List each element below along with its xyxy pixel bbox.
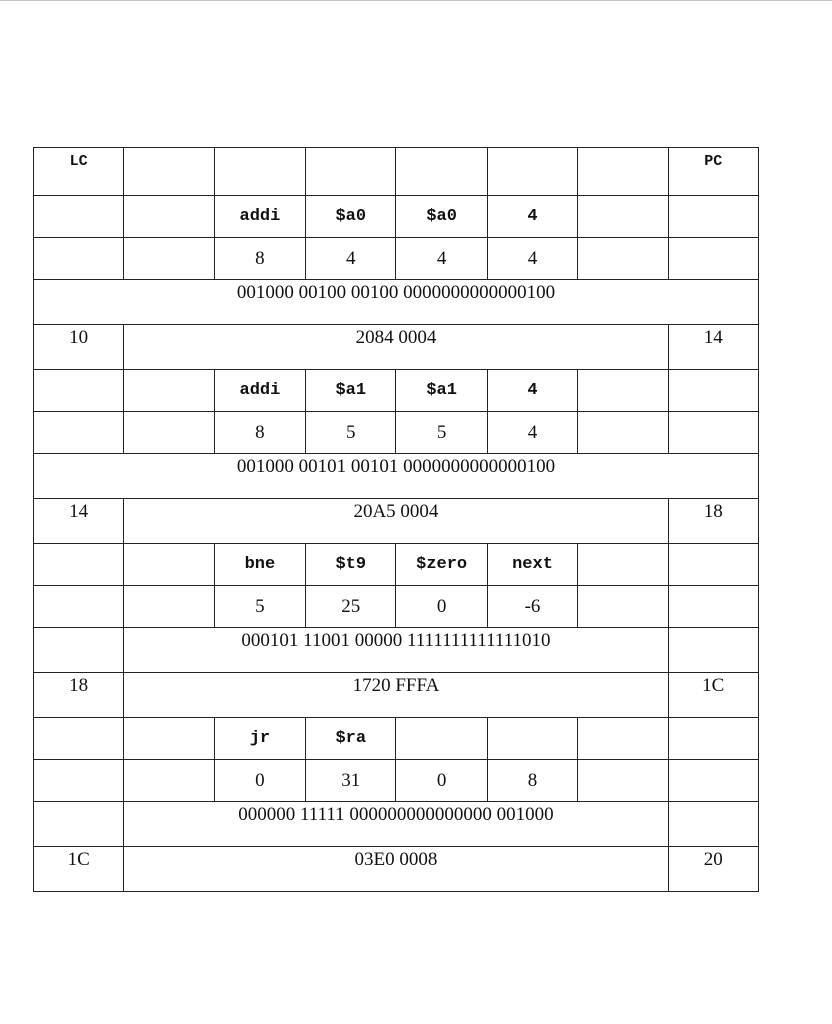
- hex-row: [34, 847, 759, 892]
- field-value: 4: [306, 238, 396, 280]
- binary-row: [34, 802, 759, 847]
- lc-value: 1C: [34, 847, 124, 892]
- empty-cell: [578, 586, 668, 628]
- empty-cell: [668, 412, 758, 454]
- empty-cell: [578, 412, 668, 454]
- operand-2: $zero: [396, 544, 487, 586]
- empty-cell: [578, 238, 668, 280]
- pc-value: 18: [668, 499, 758, 544]
- field-value: 5: [214, 586, 305, 628]
- empty-cell: [668, 196, 758, 238]
- empty-cell: [34, 586, 124, 628]
- field-value: 4: [487, 412, 577, 454]
- field-value: 4: [396, 238, 487, 280]
- empty-cell: [34, 718, 124, 760]
- empty-cell: [124, 760, 214, 802]
- operand-3: next: [487, 544, 577, 586]
- empty-cell: [34, 196, 124, 238]
- hex-row: [34, 499, 759, 544]
- top-border: [0, 0, 832, 1]
- operand-2: $a1: [396, 370, 487, 412]
- field-value: 8: [214, 238, 305, 280]
- empty-cell: [578, 760, 668, 802]
- field-value: 5: [396, 412, 487, 454]
- empty-cell: [214, 148, 305, 196]
- operand-2: $a0: [396, 196, 487, 238]
- empty-cell: [124, 412, 214, 454]
- empty-cell: [578, 544, 668, 586]
- empty-cell: [668, 760, 758, 802]
- empty-cell: [124, 238, 214, 280]
- empty-cell: [34, 802, 124, 847]
- binary-encoding: 000101 11001 00000 1111111111111010: [124, 628, 668, 673]
- empty-cell: [124, 718, 214, 760]
- field-values-row: [34, 238, 759, 280]
- lc-value: 18: [34, 673, 124, 718]
- binary-encoding: 001000 00101 00101 0000000000000100: [34, 454, 759, 499]
- empty-cell: [668, 586, 758, 628]
- field-value: 0: [214, 760, 305, 802]
- mnemonic-row: [34, 718, 759, 760]
- operand-1: $a1: [306, 370, 396, 412]
- hex-row: [34, 325, 759, 370]
- hex-encoding: 2084 0004: [124, 325, 668, 370]
- opcode-mnemonic: addi: [214, 370, 305, 412]
- mnemonic-row: [34, 196, 759, 238]
- empty-cell: [34, 370, 124, 412]
- empty-cell: [396, 148, 487, 196]
- operand-1: $ra: [306, 718, 396, 760]
- empty-cell: [668, 544, 758, 586]
- empty-cell: [34, 412, 124, 454]
- field-value: 8: [214, 412, 305, 454]
- field-value: 0: [396, 586, 487, 628]
- binary-encoding: 000000 11111 000000000000000 001000: [124, 802, 668, 847]
- empty-cell: [124, 196, 214, 238]
- header-row: [34, 148, 759, 196]
- binary-row: [34, 280, 759, 325]
- empty-cell: [306, 148, 396, 196]
- field-values-row: [34, 586, 759, 628]
- empty-cell: [668, 238, 758, 280]
- empty-cell: [668, 802, 758, 847]
- empty-cell: [668, 370, 758, 412]
- field-value: 5: [306, 412, 396, 454]
- assembly-encoding-table: [33, 147, 759, 892]
- operand-1: $t9: [306, 544, 396, 586]
- lc-header: LC: [34, 148, 124, 196]
- field-value: 31: [306, 760, 396, 802]
- operand-1: $a0: [306, 196, 396, 238]
- lc-value: 10: [34, 325, 124, 370]
- operand-2: [396, 718, 487, 760]
- empty-cell: [124, 370, 214, 412]
- hex-encoding: 20A5 0004: [124, 499, 668, 544]
- operand-3: [487, 718, 577, 760]
- field-value: 8: [487, 760, 577, 802]
- hex-encoding: 03E0 0008: [124, 847, 668, 892]
- binary-encoding: 001000 00100 00100 0000000000000100: [34, 280, 759, 325]
- empty-cell: [124, 148, 214, 196]
- empty-cell: [578, 718, 668, 760]
- empty-cell: [668, 628, 758, 673]
- operand-3: 4: [487, 370, 577, 412]
- empty-cell: [578, 148, 668, 196]
- mnemonic-row: [34, 544, 759, 586]
- empty-cell: [34, 760, 124, 802]
- empty-cell: [668, 718, 758, 760]
- field-values-row: [34, 412, 759, 454]
- opcode-mnemonic: addi: [214, 196, 305, 238]
- empty-cell: [34, 238, 124, 280]
- field-value: 4: [487, 238, 577, 280]
- empty-cell: [124, 544, 214, 586]
- pc-value: 14: [668, 325, 758, 370]
- empty-cell: [124, 586, 214, 628]
- opcode-mnemonic: bne: [214, 544, 305, 586]
- empty-cell: [578, 370, 668, 412]
- opcode-mnemonic: jr: [214, 718, 305, 760]
- hex-row: [34, 673, 759, 718]
- binary-row: [34, 454, 759, 499]
- pc-value: 20: [668, 847, 758, 892]
- empty-cell: [487, 148, 577, 196]
- lc-value: 14: [34, 499, 124, 544]
- field-values-row: [34, 760, 759, 802]
- empty-cell: [34, 628, 124, 673]
- field-value: 0: [396, 760, 487, 802]
- field-value: 25: [306, 586, 396, 628]
- hex-encoding: 1720 FFFA: [124, 673, 668, 718]
- field-value: -6: [487, 586, 577, 628]
- empty-cell: [578, 196, 668, 238]
- pc-header: PC: [668, 148, 758, 196]
- pc-value: 1C: [668, 673, 758, 718]
- operand-3: 4: [487, 196, 577, 238]
- mnemonic-row: [34, 370, 759, 412]
- binary-row: [34, 628, 759, 673]
- empty-cell: [34, 544, 124, 586]
